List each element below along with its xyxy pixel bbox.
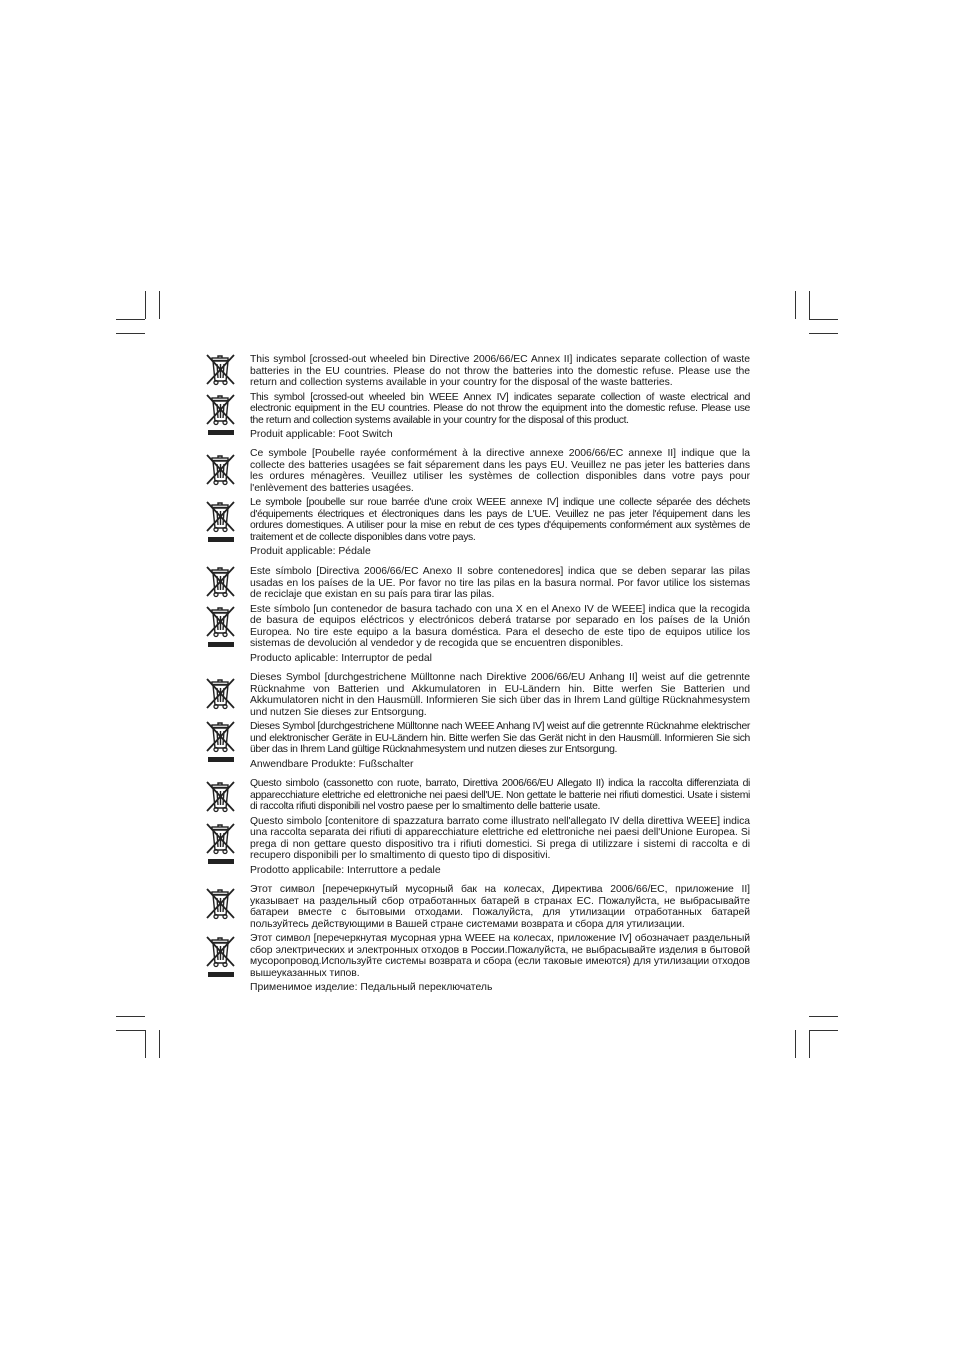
weee-notice-es: Este símbolo [un contenedor de basura tachado con una X en el Anexo IV de WEEE] indica que la recogida de basura de equipos eléctricos y electrónicos deberá tratarse por separado en los países de la Unión Europea. No tire este equipo a la basura doméstica. Para el desecho de este tipo de equipos utilice los sistemas de devolución al vendedor y de recogida que se encuentren disponibles. bbox=[250, 603, 750, 649]
crop-mark-bottom-right-h2 bbox=[809, 1030, 838, 1031]
weee-notice-de: Dieses Symbol [durchgestrichene Mülltonne nach WEEE Anhang IV] weist auf die getrennte Rücknahme elektrischer und elektronischer Geräte in EU-Ländern hin. Bitte werfen Sie das Gerät nicht in den Hausmüll. Informieren Sie sich über das in Ihrem Land gültige Rücknahmesystem und nutzen dieses zur Entsorgung. bbox=[250, 721, 750, 755]
crop-mark-top-right-h2 bbox=[809, 333, 838, 334]
crop-mark-top-left-h2 bbox=[116, 333, 145, 334]
crossed-out-wheeled-bin-with-bar-icon bbox=[204, 720, 238, 764]
crossed-out-wheeled-bin-with-bar-icon bbox=[204, 500, 238, 544]
applicable-product-ru: Применимое изделие: Педальный переключатель bbox=[250, 982, 493, 993]
applicable-product-es: Producto aplicable: Interruptor de pedal bbox=[250, 652, 432, 664]
crossed-out-wheeled-bin-with-bar-icon bbox=[204, 822, 238, 866]
crop-mark-bottom-right-v1 bbox=[795, 1030, 796, 1058]
section-en bbox=[250, 354, 750, 441]
crossed-out-wheeled-bin-icon bbox=[204, 453, 238, 497]
crop-mark-bottom-right-h bbox=[809, 1016, 838, 1017]
crossed-out-wheeled-bin-icon bbox=[204, 353, 238, 397]
battery-notice-ru: Этот символ [перечеркнутый мусорный бак на колесах, Директива 2006/66/EC, приложение II] указывает на раздельный сбор отработанных батарей в странах EC. Пожалуйста, не выбрасывайте батареи вместе с бытовыми отходами. Пожалуйста, для утилизации отработанных батарей пользуйтесь действующими в Вашей стране системами возврата и сбора для утилизации. bbox=[250, 884, 750, 930]
battery-notice-en: This symbol [crossed-out wheeled bin Directive 2006/66/EC Annex II] indicates separate collection of waste batteries in the EU countries. Please do not throw the batteries into the domestic refuse. Please use the return and collection systems available in your country for the disposal of the waste batteries. bbox=[250, 354, 750, 388]
section-ru bbox=[250, 884, 750, 994]
crossed-out-wheeled-bin-with-bar-icon bbox=[204, 935, 238, 979]
crossed-out-wheeled-bin-icon bbox=[204, 677, 238, 721]
crossed-out-wheeled-bin-with-bar-icon bbox=[204, 393, 238, 437]
crop-mark-top-right-v2 bbox=[809, 291, 810, 319]
crop-mark-top-left-v1 bbox=[145, 291, 146, 319]
crop-mark-bottom-left-h2 bbox=[116, 1030, 145, 1031]
section-it bbox=[250, 778, 750, 877]
battery-notice-fr: Ce symbole [Poubelle rayée conformément à la directive annexe 2006/66/EC annexe II] indique que la collecte des batteries usagées se fait séparement dans les pays EU. Veuillez ne pas jeter les batteries dans les ordures ménagères. Veuillez utiliser les systèmes de collection disponibles dans votre pays pour l'enlèvement des batteries usagées. bbox=[250, 448, 750, 494]
crop-mark-bottom-left-v2 bbox=[159, 1030, 160, 1058]
applicable-product-en: Produit applicable: Foot Switch bbox=[250, 429, 393, 440]
weee-notice-fr: Le symbole [poubelle sur roue barrée d'une croix WEEE annexe IV] indique une collecte séparée des déchets d'équipements électriques et électroniques dans les pays de L'UE. Veuillez ne pas jeter l'équipement dans les ordures domestiques. A utiliser pour la mise en rebut de ces types d'équipements conformément aux systèmes de traitement et de collecte disponibles dans votre pays. bbox=[250, 497, 750, 543]
crop-mark-bottom-left-h bbox=[116, 1016, 145, 1017]
battery-notice-de: Dieses Symbol [durchgestrichene Mülltonne nach Direktive 2006/66/EU Anhang II] weist auf die getrennte Rücknahme von Batterien und Akkumulatoren in EU-Ländern hin. Bitte werfen Sie Batterien und Akkumulatoren nicht in den Hausmüll. Informieren Sie sich über das in Ihrem Land gültige Rücknahmesystem und nutzen Sie dieses zur Entsorgung. bbox=[250, 672, 750, 718]
applicable-product-fr: Produit applicable: Pédale bbox=[250, 546, 371, 557]
crop-mark-top-left-v2 bbox=[159, 291, 160, 319]
weee-notice-en: This symbol [crossed-out wheeled bin WEEE Annex IV] indicates separate collection of waste electrical and electronic equipment in the EU countries. Please do not throw the equipment into the domestic refuse. Please use the return and collection systems available in your country for the disposal of this product. bbox=[250, 391, 750, 426]
crop-mark-bottom-right-v2 bbox=[809, 1030, 810, 1058]
crossed-out-wheeled-bin-icon bbox=[204, 565, 238, 609]
crop-mark-bottom-left-v1 bbox=[145, 1030, 146, 1058]
crop-mark-top-right-h bbox=[809, 319, 838, 320]
crossed-out-wheeled-bin-with-bar-icon bbox=[204, 605, 238, 649]
section-fr bbox=[250, 448, 750, 558]
battery-notice-es: Este símbolo [Directiva 2006/66/EC Anexo II sobre contenedores] indica que se deben separar las pilas usadas en los países de la UE. Por favor no tire las pilas en la basura normal. Por favor utilice los sistemas de reciclaje que existan en su país para tirar las pilas. bbox=[250, 566, 750, 600]
applicable-product-it: Prodotto applicabile: Interruttore a pedale bbox=[250, 864, 441, 876]
weee-notice-ru: Этот символ [перечеркнутая мусорная урна WEEE на колесах, приложение IV] обозначает раздельный сбор электрических и электронных отходов в России.Пожалуйста, не выбрасывайте изделия в бытовой мусоропровод.Используйте системы возврата и сбора (если таковые имеются) для утилизации отходов вышеуказанных типов. bbox=[250, 933, 750, 979]
weee-notice-it: Questo simbolo [contenitore di spazzatura barrato come illustrato nell'allegato IV della direttiva WEEE] indica una raccolta separata dei rifiuti di apparecchiature elettriche ed elettroniche nei paesi dell'Unione Europea. Si prega di non gettare questo dispositivo tra i rifiuti domestici. Si prega di utilizzare i sistemi di raccolta e di recupero disponibili per lo smaltimento di questo tipo di dispositivi. bbox=[250, 815, 750, 861]
crossed-out-wheeled-bin-icon bbox=[204, 780, 238, 824]
applicable-product-de: Anwendbare Produkte: Fußschalter bbox=[250, 758, 414, 770]
battery-notice-it: Questo simbolo (cassonetto con ruote, barrato, Direttiva 2006/66/EU Allegato II) indica la raccolta differenziata di apparecchiature elettriche ed elettroniche nei paesi dell'UE. Non gettate le batterie nei rifiuti domestici. Usate i sistemi di raccolta rifiuti disponibili nel vostro paese per lo smaltimento delle batterie usate. bbox=[250, 778, 750, 812]
crop-mark-top-left-h bbox=[116, 319, 145, 320]
crop-mark-top-right-v1 bbox=[795, 291, 796, 319]
crossed-out-wheeled-bin-icon bbox=[204, 887, 238, 931]
section-de bbox=[250, 672, 750, 771]
section-es bbox=[250, 566, 750, 665]
